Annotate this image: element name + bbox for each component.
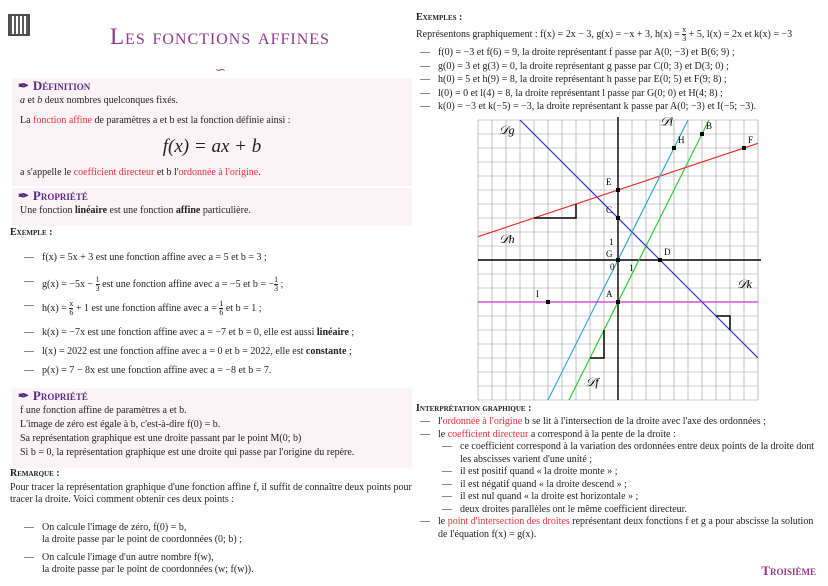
level-label: Troisième <box>761 563 816 578</box>
exemples-heading: Exemples : <box>416 12 463 23</box>
propriete-box-2: ✒ Propriété f une fonction affine de paramètres a et b. L'image de zéro est égale à b, c'est-à-dire f(0) = b. Sa représentation graphique est une droite passant par le point M(0; b) Si b = 0, la représentation graphique est une droite qui passe par l'origine du repère. <box>12 388 412 468</box>
list-item: — g(x) = −5x − $\frac{1}{3}$ est une fonction affine avec a = −5 et b = − $\frac{1}{3}$ ; <box>20 276 410 293</box>
line-label: 𝒟l <box>660 116 673 129</box>
origin-label: 0 <box>610 262 615 272</box>
point-G <box>616 258 620 262</box>
list-item: — p(x) = 7 − 8x est une fonction affine avec a = −8 et b = 7. <box>20 365 410 377</box>
list-item: — l(0) = 0 et l(4) = 8, la droite représentant l passe par G(0; 0) et H(4; 8) ; <box>416 87 756 101</box>
list-item: — le point d'intersection des droites représentant deux fonctions f et g a pour abscisse la solution de l'équation f(x) = g(x). <box>416 516 820 541</box>
definition-heading: ✒ Définition <box>18 78 91 93</box>
ornament-icon: ∽ <box>215 62 226 77</box>
list-item: — f(x) = 5x + 3 est une fonction affine avec a = 5 et b = 3 ; <box>20 252 410 264</box>
remarque-text: Pour tracer la représentation graphique d'une fonction affine f, il suffit de connaître deux points pour tracer la droite. Voici comment obtenir ces deux points : <box>10 482 412 505</box>
x-tick-label: 1 <box>629 263 634 273</box>
list-item: — h(x) = $\frac{x}{6}$ + 1 est une fonction affine avec a = $\frac{1}{6}$ et b = 1 ; <box>20 300 410 317</box>
y-tick-label: 1 <box>609 237 614 247</box>
page-title: Les fonctions affines <box>110 24 330 49</box>
line-label: 𝒟f <box>585 375 599 389</box>
line-label: 𝒟g <box>499 123 515 137</box>
point-F <box>742 146 746 150</box>
point-label: G <box>606 249 613 259</box>
exemples-intro: Représentons graphiquement : f(x) = 2x − 3, g(x) = −x + 3, h(x) = $\frac{x}{3}$ + 5, l(x) = 2x et k(x) = −3 <box>416 25 793 44</box>
interpretation-heading: Interprétation graphique : <box>416 403 532 414</box>
pen-icon: ✒ <box>18 78 29 93</box>
formula: f(x) = ax + b <box>162 136 262 157</box>
point-label: I <box>536 289 539 299</box>
list-item: — f(0) = −3 et f(6) = 9, la droite représentant f passe par A(0; −3) et B(6; 9) ; <box>416 46 756 60</box>
point-B <box>700 132 704 136</box>
point-label: H <box>678 135 685 145</box>
exemple-heading: Exemple : <box>10 227 53 238</box>
list-item: — On calcule l'image de zéro, f(0) = b, la droite passe par le point de coordonnées (0; b) ; <box>20 522 254 546</box>
line-label: 𝒟h <box>499 232 515 247</box>
list-item: — ce coefficient correspond à la variation des ordonnées entre deux points de la droite dont les abscisses varient d'une unité ; <box>438 441 820 466</box>
list-item: — il est négatif quand « la droite descend » ; <box>438 479 820 492</box>
exemple-list <box>20 252 410 377</box>
list-item: — h(0) = 5 et h(9) = 8, la droite représentant h passe par E(0; 5) et F(9; 8) ; <box>416 73 756 87</box>
definition-box: ✒ Définition a et b deux nombres quelconques fixés. La fonction affine de paramètres a et b est la fonction définie ainsi : f(x) = ax + b a s'appelle le coefficient directeur et b l'ordonnée à l'origine. <box>12 78 412 186</box>
point-C <box>616 216 620 220</box>
point-H <box>672 146 676 150</box>
point-D <box>658 258 662 262</box>
point-label: C <box>606 205 613 215</box>
point-label: A <box>606 289 613 299</box>
pen-icon: ✒ <box>18 188 29 203</box>
point-label: E <box>606 177 612 187</box>
pen-icon: ✒ <box>18 388 29 403</box>
point-E <box>616 188 620 192</box>
line-label: 𝒟k <box>737 277 752 291</box>
point-A <box>616 300 620 304</box>
list-item: — deux droites parallèles ont le même coefficient directeur. <box>438 504 820 517</box>
list-item: — k(0) = −3 et k(−5) = −3, la droite représentant k passe par A(0; −3) et I(−5; −3). <box>416 100 756 114</box>
list-item: — l(x) = 2022 est une fonction affine avec a = 0 et b = 2022, elle est constante ; <box>20 346 410 358</box>
point-I <box>546 300 550 304</box>
point-label: B <box>706 121 713 131</box>
list-item: — le coefficient directeur a correspond à la pente de la droite : — ce coefficient correspond à la variation des ordonnées entre deux points de la droite dont les abscisses varient d'une unité ; — il est positif quand « la droite monte » ; — il est négatif quand « la droite descend » ; — il est nul quand « la droite est horizontale » ; — deux droites parallèles ont le même coefficient directeur. <box>416 429 820 517</box>
remarque-heading: Remarque : <box>10 468 60 479</box>
list-item: — k(x) = −7x est une fonction affine avec a = −7 et b = 0, elle est aussi linéaire ; <box>20 327 410 339</box>
qr-code <box>8 14 30 36</box>
list-item: — On calcule l'image d'un autre nombre f(w), la droite passe par le point de coordonnées (w; f(w)). <box>20 552 254 576</box>
exemples-list <box>416 46 756 114</box>
point-label: F <box>748 135 754 145</box>
point-label: D <box>664 247 671 257</box>
list-item: — il est positif quand « la droite monte » ; <box>438 466 820 479</box>
function-graph <box>474 116 764 406</box>
propriete-box-1: ✒ Propriété Une fonction linéaire est une fonction affine particulière. <box>12 188 412 226</box>
list-item: — l'ordonnée à l'origine b se lit à l'intersection de la droite avec l'axe des ordonnées ; <box>416 416 820 429</box>
term-fonction-affine: fonction affine <box>33 115 93 126</box>
list-item: — g(0) = 3 et g(3) = 0, la droite représentant g passe par C(0; 3) et D(3; 0) ; <box>416 60 756 74</box>
list-item: — il est nul quand « la droite est horizontale » ; <box>438 491 820 504</box>
